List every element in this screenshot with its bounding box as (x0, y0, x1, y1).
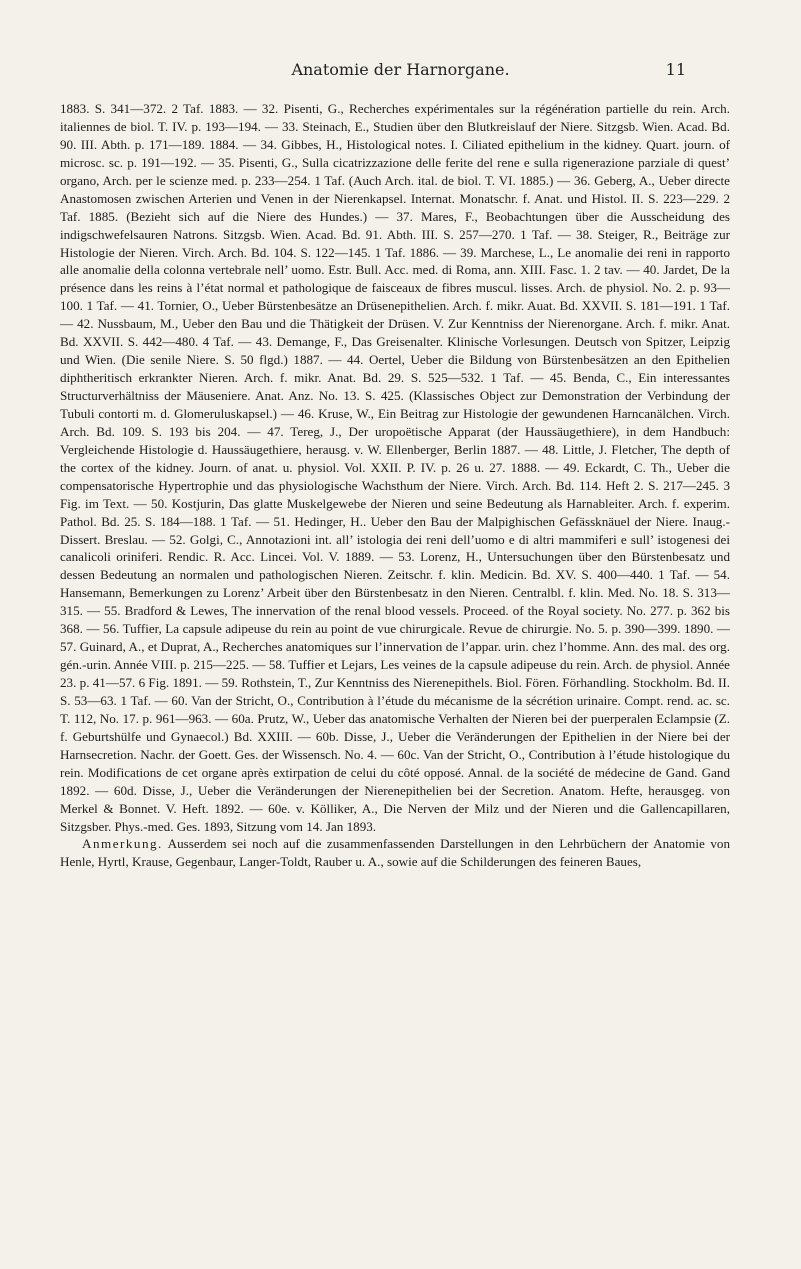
bibliography-paragraph: 1883. S. 341—372. 2 Taf. 1883. — 32. Pisenti, G., Recherches expérimentales sur la régénération partielle du rein. Arch. italiennes de biol. T. IV. p. 193—194. — 33. Steinach, E., Studien über den Blutkreislauf der Niere. Sitzgsb. Wien. Acad. Bd. 90. III. Abth. p. 171—189. 1884. — 34. Gibbes, H., Histological notes. I. Ciliated epithelium in the kidney. Quart. journ. of microsc. sc. p. 191—192. — 35. Pisenti, G., Sulla cicatrizzazione delle ferite del rene e sulla rigenerazione parziale di quest’ organo, Arch. per le scienze med. p. 233—254. 1 Taf. (Auch Arch. ital. de biol. T. VI. 1885.) — 36. Geberg, A., Ueber directe Anastomosen zwischen Arterien und Venen in der Nierenkapsel. Internat. Monatschr. f. Anat. und Histol. II. S. 223—229. 2 Taf. 1885. (Bezieht sich auf die Niere des Hundes.) — 37. Mares, F., Beobachtungen über die Ausscheidung des indigschwefelsauren Natrons. Sitzgsb. Wien. Acad. Bd. 91. Abth. III. S. 257—270. 1 Taf. — 38. Steiger, R., Beiträge zur Histologie der Nieren. Virch. Arch. Bd. 104. S. 122—145. 1 Taf. 1886. — 39. Marchese, L., Le anomalie dei reni in rapporto alle anomalie della colonna vertebrale nell’ uomo. Estr. Bull. Acc. med. di Roma, ann. XIII. Fasc. 1. 2 tav. — 40. Jardet, De la présence dans les reins à l’état normal et pathologique de faisceaux de fibres muscul. lisses. Arch. de physiol. No. 2. p. 93—100. 1 Taf. — 41. Tornier, O., Ueber Bürstenbesätze an Drüsenepithelien. Arch. f. mikr. Auat. Bd. XXVII. S. 181—191. 1 Taf. — 42. Nussbaum, M., Ueber den Bau und die Thätigkeit der Drüsen. V. Zur Kenntniss der Nierenorgane. Arch. f. mikr. Anat. Bd. XXVII. S. 442—480. 4 Taf. — 43. Demange, F., Das Greisenalter. Klinische Vorlesungen. Deutsch von Spitzer, Leipzig und Wien. (Die senile Niere. S. 50 flgd.) 1887. — 44. Oertel, Ueber die Bildung von Bürstenbesätzen an den Epithelien diphtheritisch erkrankter Nieren. Arch. f. mikr. Anat. Bd. 29. S. 525—532. 1 Taf. — 45. Benda, C., Ein interessantes Structurverhältniss der Mäuseniere. Anat. Anz. No. 13. S. 425. (Klassisches Object zur Demonstration der Verbindung der Tubuli contorti m. d. Glomeruluskapsel.) — 46. Kruse, W., Ein Beitrag zur Histologie der gewundenen Harncanälchen. Virch. Arch. Bd. 109. S. 193 bis 204. — 47. Tereg, J., Der uropoëtische Apparat (der Haussäugethiere), in dem Handbuch: Vergleichende Histologie d. Haussäugethiere, herausg. v. W. Ellenberger, Berlin 1887. — 48. Little, J. Fletcher, The depth of the cortex of the kidney. Journ. of anat. u. physiol. Vol. XXII. P. IV. p. 26 u. 27. 1888. — 49. Eckardt, C. Th., Ueber die compensatorische Hypertrophie und das physiologische Wachsthum der Niere. Virch. Arch. Bd. 114. Heft 2. S. 217—245. 3 Fig. im Text. — 50. Kostjurin, Das glatte Muskelgewebe der Nieren und seine Bedeutung als Harnableiter. Arch. f. experim. Pathol. Bd. 25. S. 184—188. 1 Taf. — 51. Hedinger, H.. Ueber den Bau der Malpighischen Gefässknäuel der Niere. Inaug.-Dissert. Breslau. — 52. Golgi, C., Annotazioni int. all’ istologia dei reni dell’uomo e di altri mammiferi e sull’ istogenesi dei canalicoli oriniferi. Rendic. R. Acc. Lincei. Vol. V. 1889. — 53. Lorenz, H., Untersuchungen über den Bürstenbesatz und dessen Bedeutung an normalen und pathologischen Nieren. Zeitschr. f. klin. Medicin. Bd. XV. S. 400—440. 1 Taf. — 54. Hansemann, Bemerkungen zu Lorenz’ Arbeit über den Bürstenbesatz in den Nieren. Centralbl. f. klin. Med. No. 18. S. 313—315. — 55. Bradford & Lewes, The innervation of the renal blood vessels. Proceed. of the Royal society. No. 277. p. 362 bis 368. — 56. Tuffier, La capsule adipeuse du rein au point de vue chirurgicale. Revue de chirurgie. No. 5. p. 390—399. 1890. — 57. Guinard, A., et Duprat, A., Recherches anatomiques sur l’innervation de l’appar. urin. chez l’homme. Ann. des mal. des org. gén.-urin. Année VIII. p. 215—225. — 58. Tuffier et Lejars, Les veines de la capsule adipeuse du rein. Arch. de physiol. Année 23. p. 41—57. 6 Fig. 1891. — 59. Rothstein, T., Zur Kenntniss des Nierenepithels. Biol. Fören. Förhandling. Stockholm. Bd. II. S. 53—63. 1 Taf. — 60. Van der Stricht, O., Contribution à l’étude du mécanisme de la sécrétion urinaire. Compt. rend. ac. sc. T. 112, No. 17. p. 961—963. — 60a. Prutz, W., Ueber das anatomische Verhalten der Nieren bei der puerperalen Eclampsie (Z. f. Geburtshülfe und Gynaecol.) Bd. XXIII. — 60b. Disse, J., Ueber die Veränderungen der Epithelien in der Niere bei der Harnsecretion. Nachr. der Goett. Ges. der Wissensch. No. 4. — 60c. Van der Stricht, O., Contribution à l’étude histologique du rein. Modifications de cet organe après extirpation de celui du côté opposé. Annal. de la société de médecine de Gand. Gand 1892. — 60d. Disse, J., Ueber die Veränderungen der Nierenepithelien bei der Secretion. Anatom. Hefte, herausgeg. von Merkel & Bonnet. V. Heft. 1892. — 60e. v. Kölliker, A., Die Nerven der Milz und der Nieren und die Gallencapillaren, Sitzgsber. Phys.-med. Ges. 1893, Sitzung vom 14. Jan 1893. (60, 101, 730, 834)
bibliography-block (60, 100, 730, 871)
running-head: Anatomie der Harnorgane. (291, 60, 510, 79)
note-label: Anmerkung. (82, 836, 163, 852)
note-paragraph (60, 835, 730, 871)
note-text: Ausserdem sei noch auf die zusammenfassenden Darstellungen in den Lehrbüchern der Anatomie von Henle, Hyrtl, Krause, Gegenbaur, Langer-Toldt, Rauber u. A., sowie auf die Schilderungen des feineren Baues, (60, 836, 730, 870)
page-header (0, 60, 801, 84)
page-number: 11 (665, 60, 686, 79)
